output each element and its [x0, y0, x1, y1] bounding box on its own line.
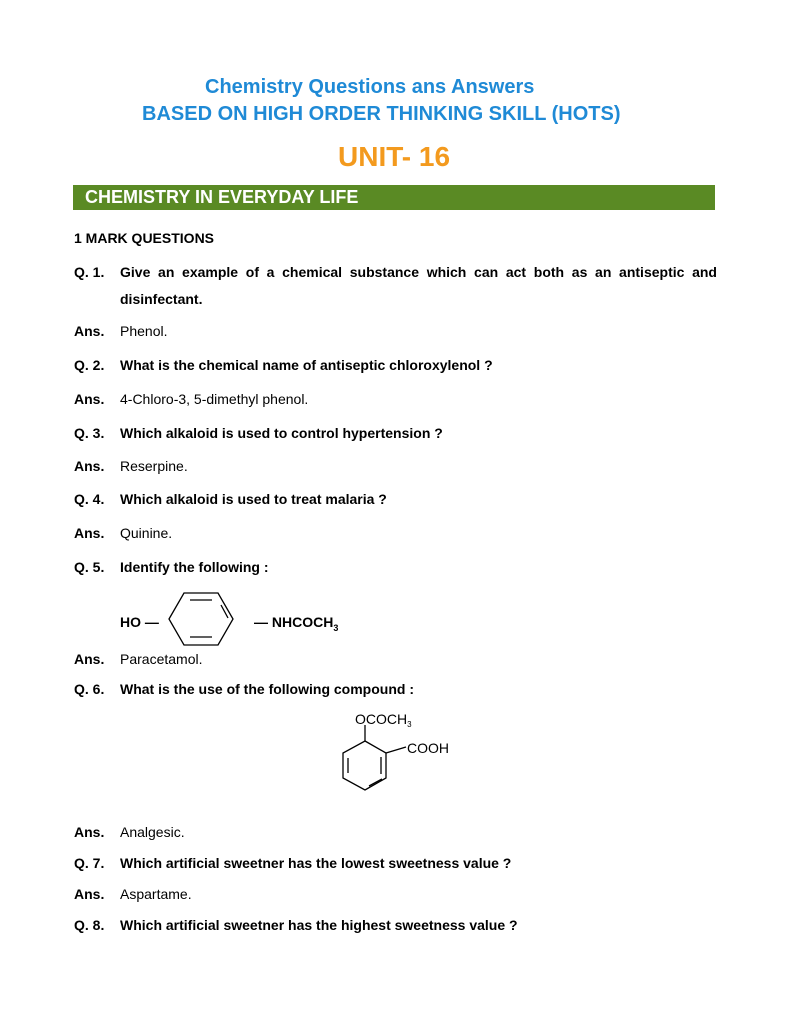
aspirin-acid-group: COOH	[407, 740, 449, 756]
answer-label: Ans.	[74, 824, 105, 840]
question-text: Which artificial sweetner has the lowest sweetness value ?	[120, 855, 512, 871]
structure-right-group	[254, 614, 338, 633]
answer-text: Phenol.	[120, 323, 168, 339]
structure-left-group: HO —	[120, 614, 159, 630]
question-text: Which alkaloid is used to control hypertension ?	[120, 425, 443, 441]
question-text: What is the chemical name of antiseptic chloroxylenol ?	[120, 357, 493, 373]
unit-heading: UNIT- 16	[338, 141, 451, 172]
answer-label: Ans.	[74, 525, 105, 541]
answer-text: Quinine.	[120, 525, 173, 541]
question-text: Give an example of a chemical substance which can act both as an antiseptic and disinfectant.	[120, 264, 717, 307]
question-text: Identify the following :	[120, 559, 269, 575]
benzene-ring-icon	[168, 592, 234, 646]
question-label: Q. 2.	[74, 357, 105, 373]
structure-right-text: — NHCOCH	[254, 614, 334, 630]
answer-text: Analgesic.	[120, 824, 185, 840]
chapter-band	[73, 185, 715, 210]
answer-label: Ans.	[74, 323, 105, 339]
answer-text: Aspartame.	[120, 886, 192, 902]
chapter-title: CHEMISTRY IN EVERYDAY LIFE	[85, 187, 359, 207]
answer-label: Ans.	[74, 886, 105, 902]
section-heading: 1 MARK QUESTIONS	[74, 230, 215, 246]
question-label: Q. 6.	[74, 681, 105, 697]
question-label: Q. 7.	[74, 855, 105, 871]
question-text: Which alkaloid is used to treat malaria ?	[120, 491, 387, 507]
title-line-1: Chemistry Questions ans Answers	[205, 76, 535, 98]
aspirin-ester-group: $OCOCH_3$	[355, 711, 412, 729]
answer-text: 4-Chloro-3, 5-dimethyl phenol.	[120, 391, 309, 407]
question-label: Q. 1.	[74, 264, 105, 280]
answer-label: Ans.	[74, 651, 105, 667]
question-label: Q. 3.	[74, 425, 105, 441]
question-text: What is the use of the following compound :	[120, 681, 414, 697]
question-label: Q. 8.	[74, 917, 105, 933]
answer-text: Reserpine.	[120, 458, 188, 474]
question-label: Q. 5.	[74, 559, 105, 575]
structure-subscript: 3	[333, 622, 339, 633]
aspirin-structure	[320, 702, 470, 812]
title-line-2: BASED ON HIGH ORDER THINKING SKILL (HOTS)	[142, 103, 621, 125]
question-text: Which artificial sweetner has the highest sweetness value ?	[120, 917, 518, 933]
answer-text: Paracetamol.	[120, 651, 203, 667]
answer-label: Ans.	[74, 458, 105, 474]
question-label: Q. 4.	[74, 491, 105, 507]
answer-label: Ans.	[74, 391, 105, 407]
